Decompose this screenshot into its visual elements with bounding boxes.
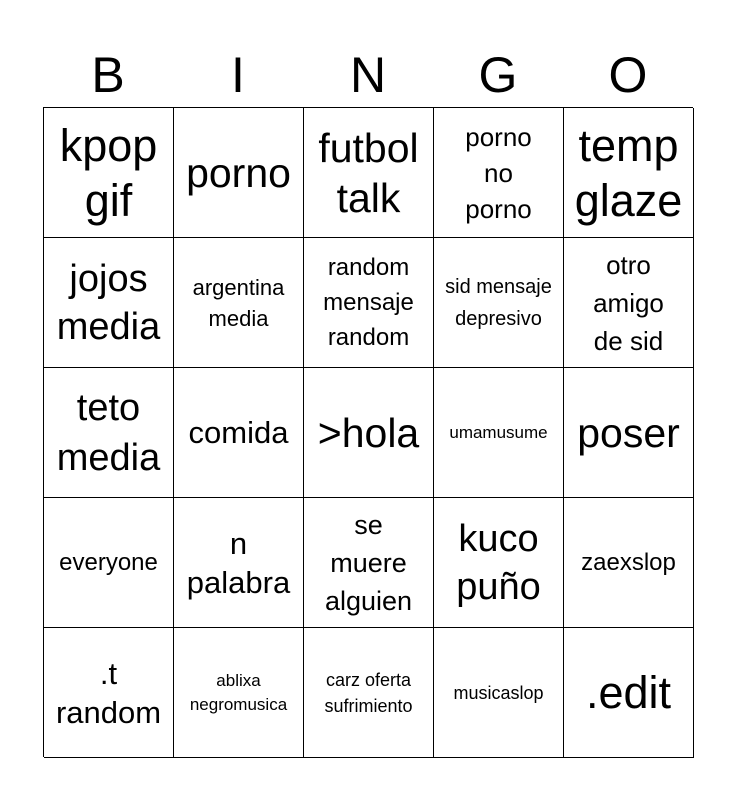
bingo-cell[interactable] [434,498,564,628]
cell-label: porno no porno [465,121,532,224]
bingo-cell[interactable] [434,628,564,758]
bingo-cell[interactable] [564,628,694,758]
cell-label: zaexslop [581,548,676,576]
cell-label: jojos media [56,257,161,348]
bingo-cell[interactable] [434,238,564,368]
cell-label: poser [577,409,680,456]
cell-label: kpop gif [59,119,158,226]
cell-label: se muere alguien [324,509,413,616]
bingo-cell[interactable] [44,368,174,498]
bingo-cell[interactable] [304,628,434,758]
header-letter-b: B [91,47,125,103]
cell-label: porno [186,149,291,196]
bingo-cell[interactable] [434,368,564,498]
cell-label: musicaslop [453,682,544,703]
bingo-cell[interactable] [174,628,304,758]
cell-label: kuco puño [456,517,541,608]
bingo-cell[interactable] [174,108,304,238]
cell-label: argentina media [192,274,285,331]
bingo-cell[interactable] [564,238,694,368]
bingo-cell[interactable] [304,368,434,498]
cell-label: futbol talk [318,124,419,221]
header-letter-o: O [608,47,648,103]
cell-label: sid mensaje depresivo [445,275,552,330]
cell-label: .t random [55,655,162,730]
header-letter-g: G [478,47,518,103]
cell-label: ablixa negromusica [189,670,288,714]
cell-label: otro amigo de sid [593,249,664,356]
cell-label: comida [188,415,289,450]
bingo-cell[interactable] [174,498,304,628]
cell-label: random mensaje random [323,254,414,351]
cell-label: umamusume [449,422,548,442]
cell-label: everyone [59,548,158,576]
bingo-cell[interactable] [434,108,564,238]
cell-label: temp glaze [574,119,683,226]
header-letter-n: N [349,47,387,103]
cell-label: >hola [317,409,420,456]
bingo-board [43,107,693,757]
cell-label: n palabra [186,525,291,600]
bingo-cell[interactable] [44,628,174,758]
bingo-cell[interactable] [174,238,304,368]
bingo-cell[interactable] [174,368,304,498]
bingo-cell[interactable] [44,108,174,238]
cell-label: carz oferta sufrimiento [324,669,413,716]
bingo-cell[interactable] [564,368,694,498]
bingo-cell[interactable] [304,238,434,368]
bingo-header [43,44,693,106]
bingo-cell[interactable] [44,498,174,628]
bingo-cell[interactable] [44,238,174,368]
bingo-cell[interactable] [304,498,434,628]
bingo-cell[interactable] [564,108,694,238]
cell-label: .edit [585,667,672,718]
cell-label: teto media [56,386,161,479]
header-letter-i: I [231,47,245,103]
bingo-cell[interactable] [304,108,434,238]
bingo-cell[interactable] [564,498,694,628]
